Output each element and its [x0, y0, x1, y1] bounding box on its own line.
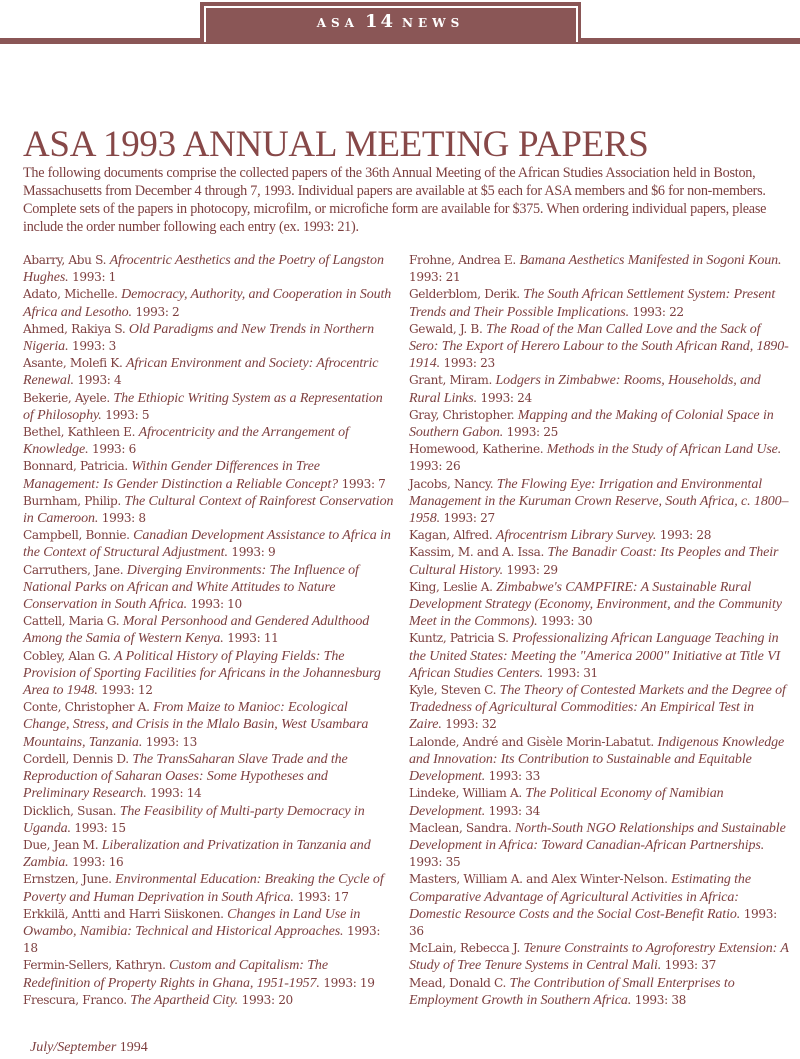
paper-entry	[409, 734, 789, 786]
page-number: 14	[364, 11, 397, 32]
page-title: ASA 1993 ANNUAL MEETING PAPERS	[23, 124, 649, 165]
paper-title: Indigenous Knowledge and Innovation: Its Contribution to Sustainable and Equitable Development.	[409, 734, 785, 785]
paper-title: Liberalization and Privatization in Tanzania and Zambia.	[23, 837, 371, 871]
issue-months: July/September	[30, 1040, 117, 1055]
paper-entry	[23, 562, 395, 614]
paper-entry	[23, 493, 395, 527]
paper-entry	[23, 803, 395, 837]
paper-entry	[409, 975, 789, 1009]
paper-title: Lodgers in Zimbabwe: Rooms, Households, and Rural Links.	[409, 373, 761, 406]
paper-title: From Maize to Manioc: Ecological Change, Stress, and Crisis in the Mlalo Basin, West Usambara Mountains, Tanzania.	[23, 700, 369, 750]
paper-author: Kagan, Alfred.	[409, 528, 493, 543]
order-number: 1993: 28	[659, 528, 712, 543]
paper-entry	[23, 837, 395, 871]
paper-author: Asante, Molefi K.	[23, 356, 123, 371]
order-number: 1993: 9	[231, 545, 276, 560]
order-number: 1993: 17	[297, 889, 349, 904]
order-number: 1993: 1	[72, 270, 117, 285]
paper-title: The Contribution of Small Enterprises to Employment Growth in Southern Africa.	[409, 975, 735, 1008]
running-header	[200, 11, 581, 32]
order-number: 1993: 32	[445, 717, 497, 732]
paper-title: Afrocentricity and the Arrangement of Knowledge.	[23, 425, 349, 458]
order-number: 1993: 37	[664, 958, 716, 973]
paper-author: Gewald, J. B.	[409, 321, 483, 336]
paper-entry	[23, 424, 395, 458]
order-number: 1993: 30	[541, 614, 593, 629]
paper-title: The Flowing Eye: Irrigation and Environmental Management in the Kuruman Crown Reserve, South Africa, c. 1800–1958.	[409, 476, 789, 527]
paper-author: Fermin-Sellers, Kathryn.	[23, 958, 166, 973]
paper-entry	[23, 390, 395, 424]
issue-date	[30, 1040, 148, 1056]
paper-author: Abarry, Abu S.	[23, 253, 107, 267]
order-number: 1993: 29	[506, 562, 558, 577]
paper-author: Mead, Donald C.	[409, 975, 507, 990]
paper-author: Frescura, Franco.	[23, 992, 127, 1007]
paper-entry	[409, 441, 789, 475]
paper-entry	[23, 286, 395, 320]
order-number: 1993: 20	[241, 992, 293, 1007]
paper-author: Lalonde, André and Gisèle Morin-Labatut.	[409, 734, 654, 749]
paper-entry	[409, 407, 789, 441]
order-number: 1993: 2	[135, 304, 180, 319]
paper-entry	[409, 372, 789, 406]
paper-entry	[23, 871, 395, 905]
paper-entry	[23, 648, 395, 700]
paper-author: Erkkilä, Antti and Harri Siiskonen.	[23, 906, 224, 921]
paper-title: Within Gender Differences in Tree Management: Is Gender Distinction a Reliable Concept?	[23, 459, 339, 492]
paper-author: Grant, Miram.	[409, 373, 492, 388]
order-number: 1993: 16	[72, 855, 124, 870]
paper-title: Afrocentrism Library Survey.	[495, 528, 657, 544]
paper-title: The Feasibility of Multi-party Democracy in Uganda.	[23, 803, 365, 836]
paper-entry	[23, 906, 395, 958]
paper-entry	[23, 355, 395, 389]
paper-title: North-South NGO Relationships and Sustainable Development in Africa: Toward Canadian-African Partnerships.	[409, 820, 786, 853]
paper-title: The Political Economy of Namibian Development.	[409, 786, 724, 819]
paper-title: The TransSaharan Slave Trade and the Reproduction of Saharan Oases: Some Hypotheses and Preliminary Research.	[23, 751, 348, 802]
order-number: 1993: 31	[546, 665, 598, 680]
paper-title: The Cultural Context of Rainforest Conservation in Cameroon.	[23, 493, 394, 527]
paper-author: Carruthers, Jane.	[23, 562, 124, 577]
paper-author: Adato, Michelle.	[23, 287, 118, 302]
paper-entry	[409, 286, 789, 320]
paper-author: Conte, Christopher A.	[23, 700, 150, 715]
paper-entry	[409, 785, 789, 819]
papers-list-right	[409, 252, 789, 1009]
paper-author: Bekerie, Ayele.	[23, 390, 110, 405]
order-number: 1993: 14	[150, 786, 202, 801]
paper-author: Ernstzen, June.	[23, 872, 112, 887]
paper-entry	[23, 992, 395, 1009]
paper-entry	[409, 682, 789, 734]
paper-entry	[409, 820, 789, 872]
paper-entry	[23, 613, 395, 647]
paper-author: Kyle, Steven C.	[409, 683, 497, 698]
order-number: 1993: 10	[190, 597, 242, 612]
paper-entry	[409, 252, 789, 286]
paper-entry	[23, 751, 395, 803]
paper-entry	[409, 476, 789, 528]
paper-author: Jacobs, Nancy.	[409, 476, 494, 491]
paper-title: Methods in the Study of African Land Use.	[546, 442, 782, 458]
order-number: 1993: 38	[634, 992, 687, 1007]
paper-title: Canadian Development Assistance to Africa in the Context of Structural Adjustment.	[23, 528, 391, 561]
header-banner	[200, 2, 581, 42]
paper-author: Maclean, Sandra.	[409, 820, 512, 835]
order-number: 1993: 8	[101, 511, 146, 526]
paper-author: Lindeke, William A.	[409, 786, 522, 801]
paper-author: Bonnard, Patricia.	[23, 459, 128, 474]
paper-title: Democracy, Authority, and Cooperation in South Africa and Lesotho.	[23, 287, 392, 320]
order-number: 1993: 22	[632, 304, 684, 319]
paper-author: Burnham, Philip.	[23, 493, 121, 508]
paper-title: The Road of the Man Called Love and the Sack of Sero: The Export of Herero Labour to the South African Rand, 1890-1914.	[409, 321, 789, 372]
paper-title: Tenure Constraints to Agroforestry Extension: A Study of Tree Tenure Systems in Central Mali.	[409, 941, 789, 974]
paper-author: Gelderblom, Derik.	[409, 287, 520, 302]
paper-title: Estimating the Comparative Advantage of Agricultural Activities in Africa: Domestic Resource Costs and the Social Cost-Benefit Ratio.	[409, 872, 751, 922]
paper-author: King, Leslie A.	[409, 579, 493, 594]
paper-title: Environmental Education: Breaking the Cycle of Poverty and Human Deprivation in South Africa.	[23, 872, 384, 905]
paper-title: A Political History of Playing Fields: The Provision of Sporting Facilities for Africans in the Johannesburg Area to 1948.	[23, 648, 381, 699]
paper-title: Changes in Land Use in Owambo, Namibia: Technical and Historical Approaches.	[23, 906, 361, 939]
order-number: 1993: 11	[227, 631, 279, 646]
paper-entry	[23, 527, 395, 561]
paper-author: Dicklich, Susan.	[23, 803, 117, 818]
paper-title: Diverging Environments: The Influence of National Parks on African and White Attitudes to Nature Conservation in South Africa.	[23, 562, 359, 613]
order-number: 1993: 33	[488, 769, 540, 784]
paper-title: African Environment and Society: Afrocentric Renewal.	[23, 356, 379, 389]
order-number: 1993: 6	[92, 442, 136, 457]
paper-author: Due, Jean M.	[23, 837, 99, 852]
paper-title: Custom and Capitalism: The Redefinition of Property Rights in Ghana, 1951-1957.	[23, 958, 328, 991]
issue-year: 1994	[119, 1040, 148, 1055]
papers-list-left	[23, 252, 395, 1009]
paper-title: The Banadir Coast: Its Peoples and Their Cultural History.	[409, 545, 779, 578]
order-number: 1993: 36	[409, 906, 777, 938]
paper-author: Kassim, M. and A. Issa.	[409, 545, 544, 560]
paper-author: Campbell, Bonnie.	[23, 528, 130, 543]
paper-entry	[409, 544, 789, 578]
paper-author: Ahmed, Rakiya S.	[23, 321, 126, 336]
order-number: 1993: 35	[409, 855, 461, 870]
order-number: 1993: 4	[77, 373, 122, 388]
paper-title: Afrocentric Aesthetics and the Poetry of Langston Hughes.	[23, 253, 384, 286]
order-number: 1993: 12	[101, 683, 153, 698]
paper-author: Bethel, Kathleen E.	[23, 425, 136, 440]
paper-entry	[23, 458, 395, 492]
order-number: 1993: 15	[74, 820, 126, 835]
order-number: 1993: 19	[323, 975, 375, 990]
order-number: 1993: 7	[341, 476, 386, 491]
paper-title: The Ethiopic Writing System as a Representation of Philosophy.	[23, 390, 383, 423]
order-number: 1993: 23	[443, 356, 495, 371]
paper-title: The Theory of Contested Markets and the Degree of Tradedness of Agricultural Commodities: An Empirical Test in Zaire.	[409, 683, 786, 733]
paper-title: The Apartheid City.	[130, 992, 239, 1008]
paper-author: Masters, William A. and Alex Winter-Nelson.	[409, 872, 668, 887]
paper-title: Mapping and the Making of Colonial Space in Southern Gabon.	[409, 407, 774, 441]
paper-entry	[409, 630, 789, 682]
paper-entry	[23, 321, 395, 355]
paper-author: McLain, Rebecca J.	[409, 941, 520, 956]
paper-title: Zimbabwe's CAMPFIRE: A Sustainable Rural Development Strategy (Economy, Environment, and the Community Meet in the Commons).	[409, 579, 782, 630]
paper-title: The South African Settlement System: Present Trends and Their Possible Implications.	[409, 287, 776, 320]
paper-author: Frohne, Andrea E.	[409, 253, 516, 267]
paper-entry	[409, 871, 789, 940]
paper-entry	[409, 321, 789, 373]
intro-paragraph: The following documents comprise the collected papers of the 36th Annual Meeting of the African Studies Association held in Boston, Massachusetts from December 4 through 7, 1993. Individual papers are available at $5 each for ASA members and $6 for non-members. Complete sets of the papers in photocopy, microfilm, or microfiche form are available for $375. When ordering individual papers, please include the order number following each entry (ex. 1993: 21).	[23, 165, 767, 235]
paper-entry	[23, 957, 395, 991]
order-number: 1993: 26	[409, 459, 461, 474]
paper-entry	[23, 252, 395, 286]
paper-entry	[23, 699, 395, 751]
header-suffix: NEWS	[402, 16, 465, 30]
header-prefix: ASA	[316, 16, 359, 30]
order-number: 1993: 34	[488, 803, 540, 818]
order-number: 1993: 13	[145, 734, 198, 749]
paper-title: Moral Personhood and Gendered Adulthood Among the Samia of Western Kenya.	[23, 614, 370, 647]
paper-author: Cattell, Maria G.	[23, 614, 120, 629]
paper-title: Professionalizing African Language Teaching in the United States: Meeting the "America 2000" Initiative at Title VI African Studies Centers.	[409, 631, 781, 681]
order-number: 1993: 24	[480, 390, 532, 405]
order-number: 1993: 25	[506, 425, 558, 440]
order-number: 1993: 21	[409, 270, 461, 285]
order-number: 1993: 3	[71, 339, 116, 354]
order-number: 1993: 5	[105, 407, 150, 422]
paper-title: Bamana Aesthetics Manifested in Sogoni Koun.	[519, 253, 782, 268]
paper-author: Cobley, Alan G.	[23, 648, 111, 663]
paper-entry	[409, 527, 789, 544]
order-number: 1993: 27	[443, 511, 495, 526]
paper-author: Kuntz, Patricia S.	[409, 631, 509, 646]
paper-author: Cordell, Dennis D.	[23, 751, 129, 766]
paper-entry	[409, 579, 789, 631]
paper-entry	[409, 940, 789, 974]
paper-author: Gray, Christopher.	[409, 407, 515, 422]
paper-title: Old Paradigms and New Trends in Northern Nigeria.	[23, 321, 375, 355]
paper-author: Homewood, Katherine.	[409, 442, 544, 457]
order-number: 1993: 18	[23, 923, 381, 956]
